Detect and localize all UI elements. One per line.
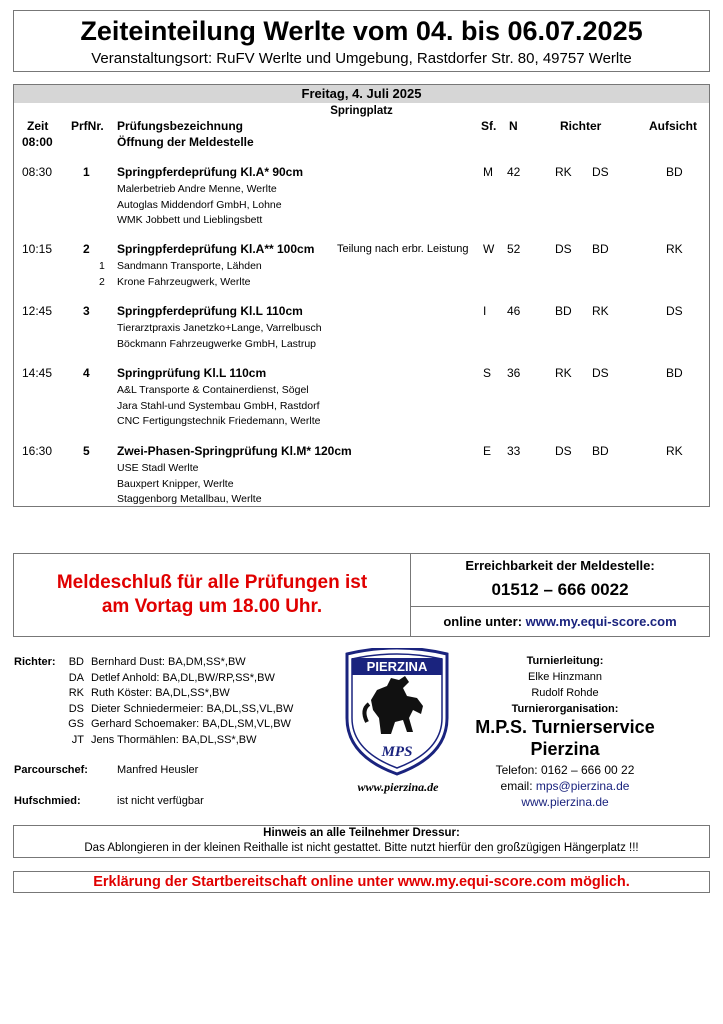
org-phone: Telefon: 0162 – 666 00 22	[495, 763, 635, 777]
judge-name: Bernhard Dust: BA,DM,SS*,BW	[91, 656, 246, 668]
exam-starters: 46	[507, 304, 521, 318]
sponsor-name: Böckmann Fahrzeugwerke GmbH, Lastrup	[117, 337, 317, 350]
deadline-line2: am Vortag um 18.00 Uhr.	[101, 596, 323, 617]
opening-time: 08:00	[22, 135, 53, 149]
pierzina-logo	[343, 648, 451, 798]
col-n: N	[509, 119, 518, 133]
deadline-line1: Meldeschluß für alle Prüfungen ist	[56, 572, 368, 593]
exam-number: 1	[83, 165, 90, 179]
exam-judge-2: DS	[592, 165, 609, 179]
exam-sf: S	[483, 366, 492, 380]
sponsor-name: A&L Transporte & Containerdienst, Sögel	[117, 384, 309, 396]
email-label: email:	[500, 779, 536, 793]
sponsor-name: Jara Stahl-und Systembau GmbH, Rastdorf	[117, 399, 320, 412]
exam-judge-1: RK	[555, 165, 572, 179]
exam-time: 14:45	[22, 366, 53, 380]
sponsor-name: Autoglas Middendorf GmbH, Lohne	[117, 198, 282, 211]
col-sf: Sf.	[481, 119, 497, 133]
judge-code: DA	[68, 671, 84, 684]
exam-time: 10:15	[22, 242, 53, 256]
page-title: Zeiteinteilung Werlte vom 04. bis 06.07.2025	[80, 16, 643, 46]
header-box	[13, 10, 710, 72]
sponsor-name: Bauxpert Knipper, Werlte	[117, 477, 234, 490]
reach-online	[411, 614, 709, 629]
exam-supervisor: RK	[666, 444, 683, 458]
sponsor-name: Malerbetrieb Andre Menne, Werlte	[117, 183, 277, 195]
exam-name: Springpferdeprüfung Kl.A* 90cm	[117, 165, 304, 179]
exam-supervisor: BD	[666, 165, 683, 179]
exam-number: 3	[83, 304, 90, 318]
exam-judge-1: DS	[555, 444, 572, 458]
exam-judge-2: DS	[592, 366, 609, 380]
judges-label: Richter:	[14, 656, 56, 668]
reach-divider	[411, 606, 709, 607]
exam-judge-2: BD	[592, 444, 609, 458]
col-richter: Richter	[560, 119, 602, 133]
notice-text: Das Ablongieren in der kleinen Reithalle ist nicht gestattet. Bitte nutzt hierfür den großzügigen Hängerplatz !!!	[84, 842, 639, 854]
exam-sf: I	[483, 304, 487, 318]
judge-code: BD	[68, 656, 84, 668]
deadline-box	[13, 553, 411, 637]
exam-sf: E	[483, 444, 492, 458]
org-email-row	[450, 778, 680, 794]
logo-url: www.pierzina.de	[357, 780, 439, 794]
schedule-table	[13, 84, 710, 507]
exam-judge-2: BD	[592, 242, 609, 256]
exam-name: Zwei-Phasen-Springprüfung Kl.M* 120cm	[117, 444, 352, 458]
huf-value: ist nicht verfügbar	[117, 795, 204, 807]
exam-starters: 33	[507, 444, 521, 458]
exam-sf: W	[483, 242, 495, 256]
exam-time: 12:45	[22, 304, 53, 318]
notice-box	[13, 825, 710, 858]
judge-name: Jens Thormählen: BA,DL,SS*,BW	[91, 733, 257, 746]
judge-code: RK	[68, 687, 84, 699]
sponsor-name: USE Stadl Werlte	[117, 462, 199, 474]
exam-sf: M	[483, 165, 493, 179]
organisation-label: Turnierorganisation:	[511, 703, 619, 715]
parcours-name: Manfred Heusler	[117, 764, 199, 776]
exam-judge-2: RK	[592, 304, 609, 318]
sponsor-name: Sandmann Transporte, Lähden	[117, 260, 262, 272]
opening-text: Öffnung der Meldestelle	[117, 135, 254, 149]
col-zeit: Zeit	[27, 119, 49, 133]
col-prfnr: PrfNr.	[71, 119, 104, 133]
org-name-1: M.P.S. Turnierservice	[475, 717, 655, 737]
exam-time: 08:30	[22, 165, 53, 179]
exam-supervisor: RK	[666, 242, 683, 256]
day-title: Freitag, 4. Juli 2025	[14, 85, 709, 103]
exam-note: Teilung nach erbr. Leistung	[337, 243, 469, 255]
exam-starters: 36	[507, 366, 521, 380]
exam-starters: 52	[507, 242, 521, 256]
exam-judge-1: DS	[555, 242, 572, 256]
reach-title: Erreichbarkeit der Meldestelle:	[465, 558, 655, 573]
col-bez: Prüfungsbezeichnung	[117, 119, 243, 133]
notice-title: Hinweis an alle Teilnehmer Dressur:	[263, 827, 460, 839]
sponsor-index: 1	[99, 260, 105, 272]
sponsor-name: CNC Fertigungstechnik Friedemann, Werlte	[117, 415, 321, 427]
online-label: online unter:	[443, 614, 526, 629]
sponsor-name: Staggenborg Metallbau, Werlte	[117, 493, 262, 505]
online-link[interactable]: www.my.equi-score.com	[525, 614, 677, 629]
judge-code: GS	[68, 718, 84, 730]
email-link[interactable]: mps@pierzina.de	[535, 779, 630, 793]
org-web-link[interactable]: www.pierzina.de	[521, 795, 609, 809]
exam-starters: 42	[507, 165, 521, 179]
sponsor-index: 2	[99, 275, 105, 288]
judge-code: DS	[68, 702, 84, 715]
logo-top-text: PIERZINA	[366, 659, 428, 674]
exam-number: 5	[83, 444, 90, 458]
exam-judge-1: RK	[555, 366, 572, 380]
huf-label: Hufschmied:	[14, 795, 81, 807]
sponsor-name: Krone Fahrzeugwerk, Werlte	[117, 275, 251, 288]
judge-name: Dieter Schniedermeier: BA,DL,SS,VL,BW	[91, 702, 294, 715]
venue-subtitle: Veranstaltungsort: RuFV Werlte und Umgebung, Rastdorfer Str. 80, 49757 Werlte	[91, 50, 632, 67]
exam-judge-1: BD	[555, 304, 572, 318]
reach-box	[410, 553, 710, 637]
footer-box	[13, 871, 710, 893]
leitung-name-2: Rudolf Rohde	[531, 687, 599, 699]
judge-code: JT	[71, 733, 84, 746]
exam-name: Springprüfung Kl.L 110cm	[117, 366, 267, 380]
leitung-name-1: Elke Hinzmann	[528, 671, 602, 683]
exam-name: Springpferdeprüfung Kl.A** 100cm	[117, 242, 315, 256]
exam-number: 4	[83, 366, 90, 380]
judge-name: Detlef Anhold: BA,DL,BW/RP,SS*,BW	[91, 671, 275, 684]
exam-time: 16:30	[22, 444, 53, 458]
org-name-2: Pierzina	[530, 739, 600, 759]
judge-name: Ruth Köster: BA,DL,SS*,BW	[91, 687, 230, 699]
footer-text: Erklärung der Startbereitschaft online unter www.my.equi-score.com möglich.	[93, 874, 630, 890]
judge-name: Gerhard Schoemaker: BA,DL,SM,VL,BW	[91, 718, 291, 730]
place-title: Springplatz	[330, 105, 393, 117]
leitung-label: Turnierleitung:	[526, 655, 604, 667]
exam-supervisor: DS	[666, 304, 683, 318]
parcours-label: Parcourschef:	[14, 764, 88, 776]
col-aufsicht: Aufsicht	[649, 119, 697, 133]
exam-number: 2	[83, 242, 90, 256]
logo-bottom-text: MPS	[381, 744, 413, 760]
shield-horse-icon	[343, 648, 451, 778]
reach-phone: 01512 – 666 0022	[491, 580, 629, 599]
exam-name: Springpferdeprüfung Kl.L 110cm	[117, 304, 303, 318]
sponsor-name: WMK Jobbett und Lieblingsbett	[117, 214, 263, 226]
exam-supervisor: BD	[666, 366, 683, 380]
sponsor-name: Tierarztpraxis Janetzko+Lange, Varrelbusch	[117, 322, 322, 334]
